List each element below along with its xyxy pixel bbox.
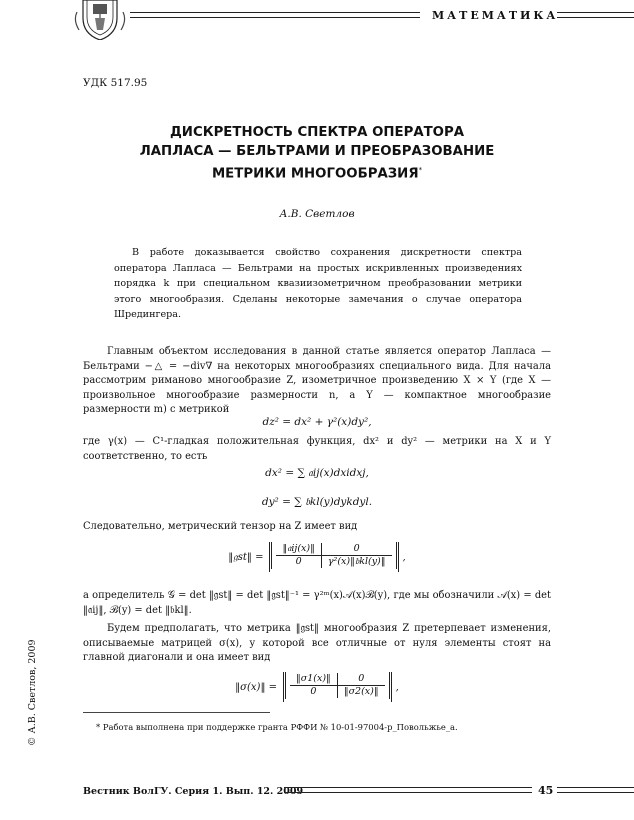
- formula-metric-x: dx² = ∑ 𝔞ij(x)dxidxj,: [265, 467, 369, 479]
- university-emblem-icon: [73, 0, 127, 40]
- paragraph-5: Будем предполагать, что метрика ‖𝔤st‖ многообразия Z претерпевает изменения, описываемые матрицей σ(x), у которой все отличные от нуля элементы стоят на главной диагонали и она имеет вид: [83, 623, 551, 663]
- matrix-1-lhs: ‖𝔤st‖ =: [228, 551, 264, 563]
- header-rule-right: [557, 12, 634, 18]
- title-line-2: ЛАПЛАСА — БЕЛЬТРАМИ И ПРЕОБРАЗОВАНИЕ: [139, 144, 495, 159]
- matrix-1-b: 0: [321, 543, 391, 556]
- footer-rule: [284, 787, 532, 793]
- matrix-2-b: 0: [337, 673, 384, 686]
- paragraph-2: где γ(x) — C¹-гладкая положительная функция, dx² и dy² — метрики на X и Y соответственно, то есть: [83, 436, 551, 462]
- matrix-2-a: ‖σ1(x)‖: [290, 673, 337, 686]
- footnote: * Работа выполнена при поддержке гранта РФФИ № 10-01-97004-р_Повольжье_а.: [96, 722, 458, 732]
- abstract: В работе доказывается свойство сохранения дискретности спектра оператора Лапласа — Бельтрами на простых искривленных произведениях порядка k при специальном квазиизометричном преобразовании метрики этого многообразия. Сделаны некоторые замечания о случае оператора Шредингера.: [114, 247, 522, 320]
- journal-name: Вестник ВолГУ. Серия 1. Вып. 12. 2009: [83, 786, 304, 797]
- footnote-rule: [83, 712, 270, 713]
- title-footnote-mark: *: [418, 166, 423, 174]
- matrix-2-c: 0: [290, 686, 337, 699]
- footer-rule-right: [557, 787, 634, 793]
- matrix-1-c: 0: [276, 556, 321, 569]
- matrix-2-lhs: ‖σ(x)‖ =: [235, 681, 277, 693]
- header-rule-left: [130, 12, 420, 18]
- formula-metric-z: dz² = dx² + γ²(x)dy²,: [262, 416, 372, 428]
- paragraph-3: Следовательно, метрический тензор на Z имеет вид: [83, 521, 358, 532]
- matrix-2-d: ‖σ2(x)‖: [343, 686, 379, 697]
- title-line-1: ДИСКРЕТНОСТЬ СПЕКТРА ОПЕРАТОРА: [169, 125, 465, 140]
- paragraph-1: Главным объектом исследования в данной статье является оператор Лапласа — Бельтрами −△ = −div∇ на некоторых многообразиях специального вида. Для начала рассмотрим риманово многообразие Z, изометричное произведению X × Y (где X — произвольное многообразие размерности n, а Y — компактное многообразие размерности m) с метрикой: [83, 346, 551, 415]
- matrix-1-a: ‖𝔞ij(x)‖: [276, 543, 321, 556]
- matrix-sigma: [83, 672, 551, 702]
- author: А.В. Светлов: [279, 208, 355, 220]
- section-title: МАТЕМАТИКА: [432, 9, 559, 22]
- page-number: 45: [538, 784, 554, 797]
- matrix-metric-tensor: [83, 542, 551, 572]
- title-line-3: МЕТРИКИ МНОГООБРАЗИЯ*: [211, 166, 423, 182]
- formula-metric-y: dy² = ∑ 𝔟kl(y)dykdyl.: [261, 496, 373, 508]
- article-title: [83, 123, 551, 183]
- paragraph-4: а определитель 𝒢 = det ‖𝔤st‖ = det ‖𝔤st‖⁻¹ = γ²ᵐ(x)𝒜(x)ℬ(y), где мы обозначили 𝒜(x) = det ‖𝔞ij‖, ℬ(y) = det ‖𝔟kl‖.: [83, 590, 551, 616]
- udk-code: УДК 517.95: [83, 77, 148, 89]
- copyright-vertical: © А.В. Светлов, 2009: [27, 639, 38, 746]
- matrix-1-d: γ²(x)‖𝔟kl(y)‖: [327, 556, 386, 567]
- matrix-2-tail: ,: [395, 681, 399, 693]
- matrix-1-tail: ,: [402, 551, 406, 563]
